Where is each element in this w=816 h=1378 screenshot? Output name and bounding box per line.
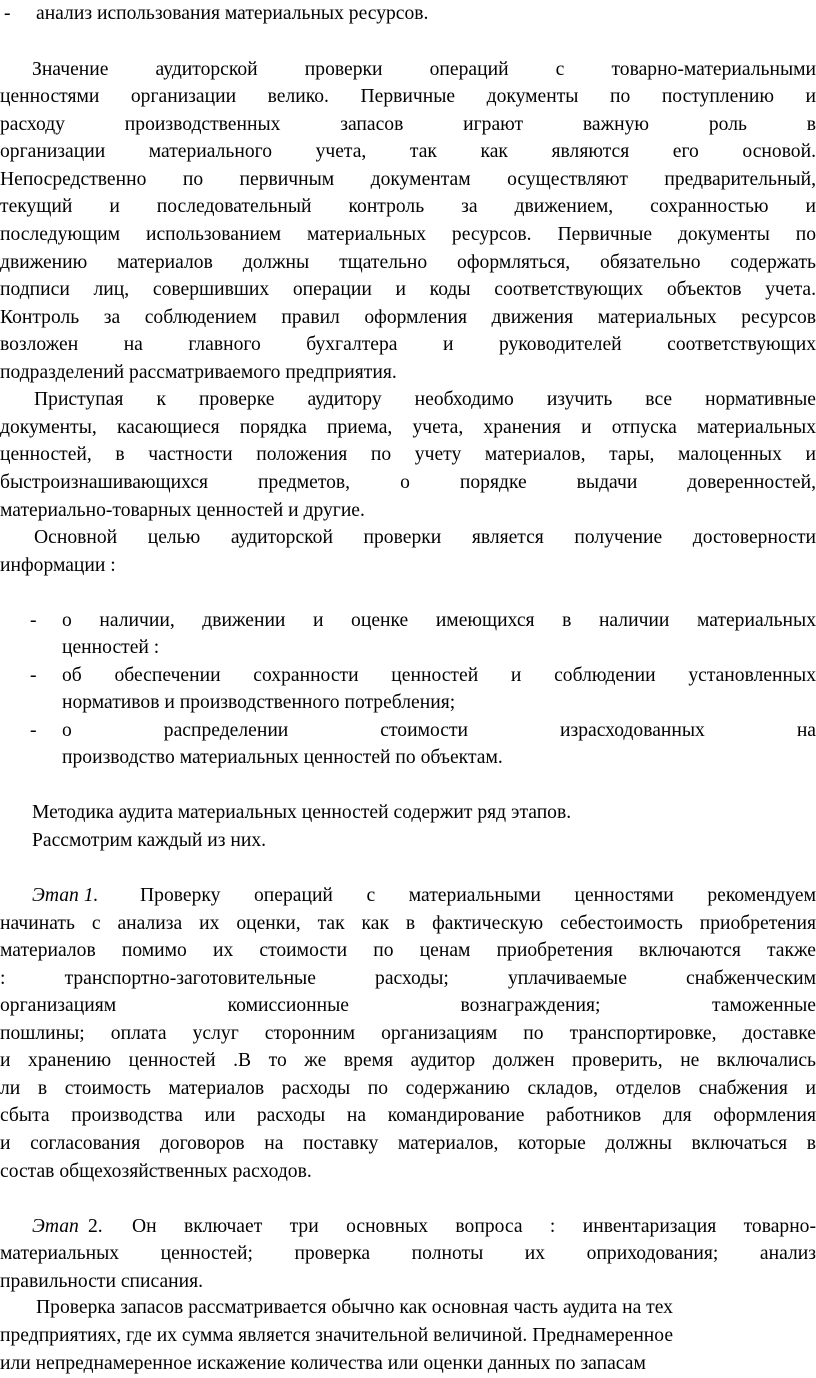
text-line: организации материального учета, так как являются его основой. [0, 141, 816, 162]
text-line: материально-товарных ценностей и другие. [0, 500, 365, 521]
text-line: Проверку операций с материальными ценностями рекомендуем [140, 885, 816, 906]
bullet-text: нормативов и производственного потребления; [62, 692, 456, 713]
text-line: подписи лиц, совершивших операции и коды соответствующих объектов учета. [0, 279, 816, 300]
text-line: материалов помимо их стоимости по ценам приобретения включаются также [0, 940, 816, 961]
bullet-text: производство материальных ценностей по объектам. [62, 747, 503, 768]
text-line: : транспортно-заготовительные расходы; уплачиваемые снабженческим [0, 968, 816, 989]
text-line: ценностей, в частности положения по учету материалов, тары, малоценных и [0, 444, 816, 465]
bullet-text: о наличии, движении и оценке имеющихся в наличии материальных [62, 610, 816, 631]
text-line: пошлины; оплата услуг сторонним организациям по транспортировке, доставке [0, 1023, 816, 1044]
text-line: Непосредственно по первичным документам осуществляют предварительный, [0, 169, 816, 190]
text-line: Основной целью аудиторской проверки является получение достоверности [34, 527, 816, 548]
text-line: последующим использованием материальных ресурсов. Первичные документы по [0, 224, 816, 245]
text-line: информации : [0, 555, 116, 576]
bullet-text: об обеспечении сохранности ценностей и соблюдении установленных [62, 665, 816, 686]
text-line: возложен на главного бухгалтера и руководителей соответствующих [0, 334, 816, 355]
text-line: подразделений рассматриваемого предприятия. [0, 362, 397, 383]
text-line: ли в стоимость материалов расходы по содержанию складов, отделов снабжения и [0, 1078, 816, 1099]
text-line: Проверка запасов рассматривается обычно как основная часть аудита на тех [36, 1297, 673, 1318]
bullet-dash: - [30, 610, 37, 631]
text-line: предприятиях, где их сумма является значительной величиной. Преднамеренное [0, 1325, 674, 1346]
bullet-text: анализ использования материальных ресурсов. [36, 3, 429, 24]
bullet-dash: - [30, 720, 37, 741]
text-line: документы, касающиеся порядка приема, учета, хранения и отпуска материальных [0, 417, 816, 438]
text-line: и согласования договоров на поставку материалов, которые должны включаться в [0, 1133, 816, 1154]
stage-number: 2. [88, 1216, 103, 1237]
bullet-text: о распределении стоимости израсходованных на [62, 720, 816, 741]
text-line: начинать с анализа их оценки, так как в фактическую себестоимость приобретения [0, 913, 816, 934]
text-line: материальных ценностей; проверка полноты их оприходования; анализ [0, 1243, 816, 1264]
text-line: и хранению ценностей .В то же время аудитор должен проверить, не включались [0, 1050, 816, 1071]
text-line: или непреднамеренное искажение количества или оценки данных по запасам [0, 1353, 646, 1374]
text-line: Контроль за соблюдением правил оформления движения материальных ресурсов [0, 307, 816, 328]
text-line: сбыта производства или расходы на командирование работников для оформления [0, 1105, 816, 1126]
bullet-dash: - [30, 665, 37, 686]
bullet-dash: - [4, 3, 11, 24]
stage-label: Этап [32, 1216, 79, 1237]
text-line: ценностями организации велико. Первичные документы по поступлению и [0, 86, 816, 107]
text-line: Он включает три основных вопроса : инвентаризация товарно- [132, 1216, 816, 1237]
text-line: состав общехозяйственных расходов. [0, 1161, 312, 1182]
text-line: расходу производственных запасов играют важную роль в [0, 114, 816, 135]
text-line: Значение аудиторской проверки операций с товарно-материальными [32, 59, 816, 80]
bullet-text: ценностей : [62, 637, 160, 658]
text-line: Приступая к проверке аудитору необходимо изучить все нормативные [34, 389, 816, 410]
text-line: текущий и последовательный контроль за движением, сохранностью и [0, 196, 816, 217]
text-line: быстроизнашивающихся предметов, о порядке выдачи доверенностей, [0, 472, 816, 493]
text-line: Рассмотрим каждый из них. [32, 830, 267, 851]
text-line: Методика аудита материальных ценностей содержит ряд этапов. [32, 802, 572, 823]
text-line: движению материалов должны тщательно оформляться, обязательно содержать [0, 252, 816, 273]
text-line: организациям комиссионные вознаграждения; таможенные [0, 995, 816, 1016]
stage-label: Этап 1. [32, 885, 99, 906]
text-line: правильности списания. [0, 1271, 204, 1292]
